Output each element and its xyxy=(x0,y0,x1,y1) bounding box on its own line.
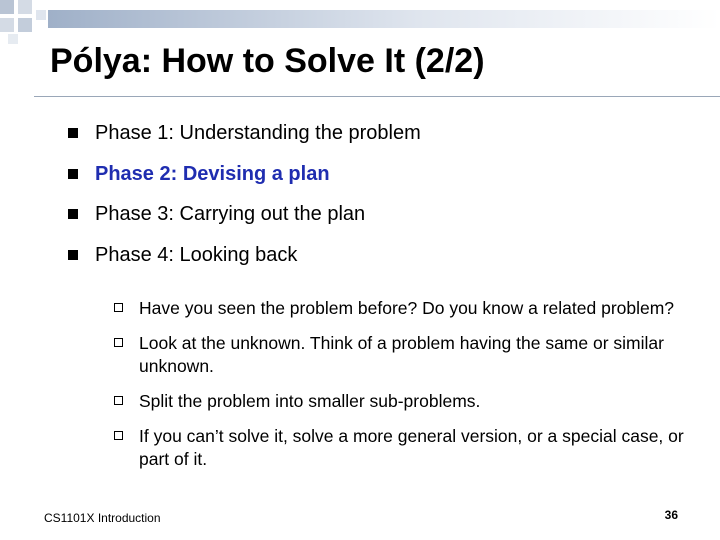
square-bullet-icon xyxy=(68,250,78,260)
phase-label: Phase 1: Understanding the problem xyxy=(95,122,421,144)
square-bullet-icon xyxy=(68,128,78,138)
deco-square xyxy=(18,0,32,14)
title-divider xyxy=(34,96,720,97)
header-gradient-bar xyxy=(48,10,720,28)
phase-item xyxy=(68,238,421,279)
subpoint-item xyxy=(114,425,694,471)
phase-list xyxy=(68,116,421,278)
subpoint-item xyxy=(114,390,694,413)
phase-label: Phase 2: Devising a plan xyxy=(95,162,330,185)
subpoint-item xyxy=(114,297,694,320)
subpoint-text: Split the problem into smaller sub-problems. xyxy=(139,391,481,411)
deco-square xyxy=(8,34,18,44)
square-bullet-icon xyxy=(68,169,78,179)
phase-item xyxy=(68,157,421,198)
phase-item xyxy=(68,197,421,238)
deco-square xyxy=(18,18,32,32)
hollow-square-bullet-icon xyxy=(114,396,123,405)
subpoint-text: Have you seen the problem before? Do you know a related problem? xyxy=(139,298,675,318)
subpoint-text: Look at the unknown. Think of a problem having the same or similar unknown. xyxy=(139,333,664,376)
hollow-square-bullet-icon xyxy=(114,303,123,312)
phase-label: Phase 3: Carrying out the plan xyxy=(95,203,366,225)
phase-item xyxy=(68,116,421,157)
subpoint-list xyxy=(114,297,694,483)
hollow-square-bullet-icon xyxy=(114,338,123,347)
square-bullet-icon xyxy=(68,209,78,219)
slide-title: Pólya: How to Solve It (2/2) xyxy=(50,42,485,80)
hollow-square-bullet-icon xyxy=(114,431,123,440)
subpoint-item xyxy=(114,332,694,378)
subpoint-text: If you can’t solve it, solve a more general version, or a special case, or part of it. xyxy=(139,426,684,469)
deco-square xyxy=(0,0,14,14)
footer-course-name: CS1101X Introduction xyxy=(44,511,161,525)
phase-label: Phase 4: Looking back xyxy=(95,243,298,266)
deco-square xyxy=(0,18,14,32)
slide-number: 36 xyxy=(664,508,678,522)
deco-square xyxy=(36,10,46,20)
